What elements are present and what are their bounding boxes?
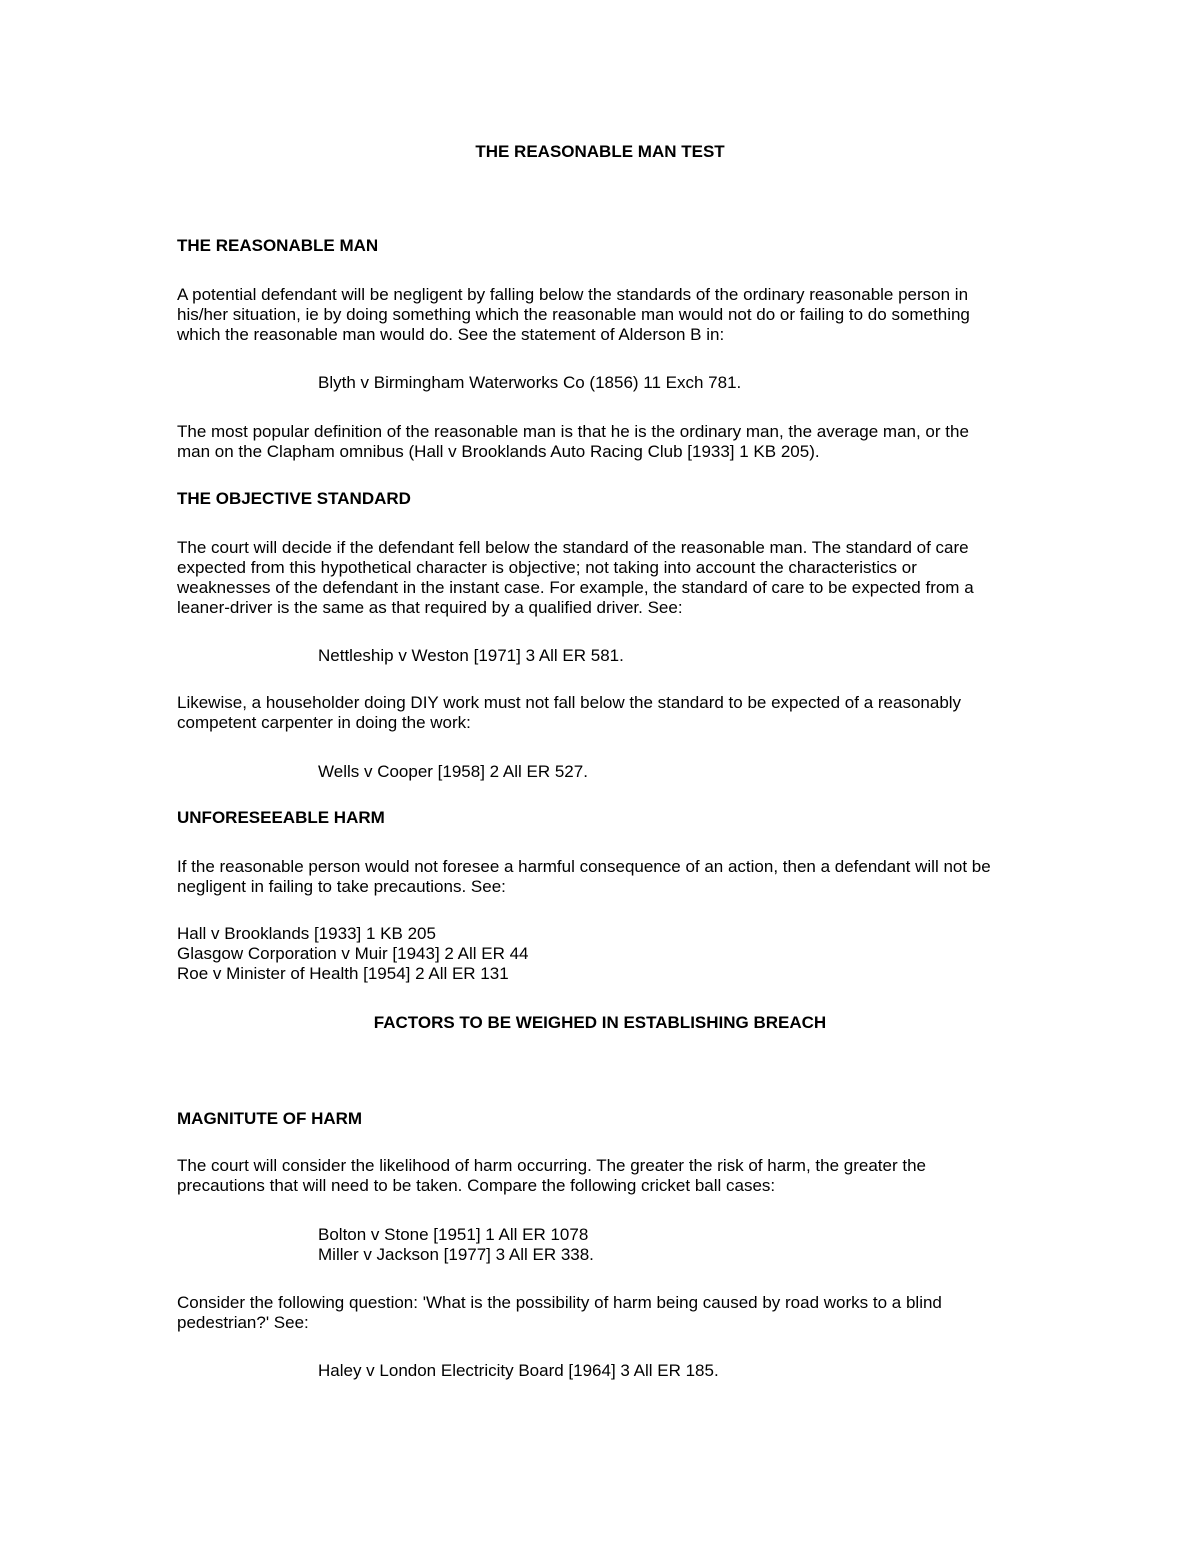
paragraph-likelihood-of-harm [177, 1156, 1027, 1196]
paragraph-blind-pedestrian-question [177, 1293, 1027, 1333]
section-heading-factors: FACTORS TO BE WEIGHED IN ESTABLISHING BREACH [373, 1013, 827, 1032]
paragraph-line: A potential defendant will be negligent by falling below the standards of the ordinary reasonable person in [177, 285, 969, 304]
case-list-unforeseeable-harm [177, 924, 1027, 984]
case-citation-haley: Haley v London Electricity Board [1964] 3 All ER 185. [318, 1361, 719, 1380]
paragraph-line: The most popular definition of the reasonable man is that he is the ordinary man, the average man, or the [177, 422, 969, 441]
paragraph-line: leaner-driver is the same as that required by a qualified driver. See: [177, 598, 683, 617]
case-citation: Hall v Brooklands [1933] 1 KB 205 [177, 924, 436, 943]
case-list-cricket-ball [318, 1225, 1018, 1265]
paragraph-line: Consider the following question: 'What is the possibility of harm being caused by road works to a blind [177, 1293, 942, 1312]
paragraph-householder-diy [177, 693, 1027, 733]
section-heading-magnitude-of-harm: MAGNITUTE OF HARM [177, 1109, 363, 1128]
section-heading-objective-standard: THE OBJECTIVE STANDARD [177, 489, 411, 508]
paragraph-line: precautions that will need to be taken. Compare the following cricket ball cases: [177, 1176, 776, 1195]
paragraph-reasonable-man-definition [177, 285, 1027, 345]
paragraph-popular-definition [177, 422, 1027, 462]
paragraph-line: expected from this hypothetical character is objective; not taking into account the characteristics or [177, 558, 917, 577]
case-citation: Roe v Minister of Health [1954] 2 All ER 131 [177, 964, 509, 983]
paragraph-line: Likewise, a householder doing DIY work must not fall below the standard to be expected of a reasonably [177, 693, 962, 712]
section-heading-reasonable-man: THE REASONABLE MAN [177, 236, 379, 255]
section-heading-unforeseeable-harm: UNFORESEEABLE HARM [177, 808, 385, 827]
paragraph-line: If the reasonable person would not foresee a harmful consequence of an action, then a defendant will not be [177, 857, 991, 876]
case-citation-wells: Wells v Cooper [1958] 2 All ER 527. [318, 762, 588, 781]
case-citation: Glasgow Corporation v Muir [1943] 2 All ER 44 [177, 944, 529, 963]
paragraph-unforeseeable-harm [177, 857, 1027, 897]
document-title: THE REASONABLE MAN TEST [475, 142, 725, 161]
paragraph-line: weaknesses of the defendant in the instant case. For example, the standard of care to be expected from a [177, 578, 974, 597]
paragraph-line: The court will decide if the defendant fell below the standard of the reasonable man. The standard of care [177, 538, 969, 557]
case-citation-nettleship: Nettleship v Weston [1971] 3 All ER 581. [318, 646, 624, 665]
paragraph-line: competent carpenter in doing the work: [177, 713, 471, 732]
case-citation: Miller v Jackson [1977] 3 All ER 338. [318, 1245, 594, 1264]
paragraph-objective-standard [177, 538, 1027, 618]
paragraph-line: negligent in failing to take precautions. See: [177, 877, 506, 896]
paragraph-line: pedestrian?' See: [177, 1313, 309, 1332]
paragraph-line: which the reasonable man would do. See the statement of Alderson B in: [177, 325, 725, 344]
case-citation-blyth: Blyth v Birmingham Waterworks Co (1856) 11 Exch 781. [318, 373, 742, 392]
paragraph-line: man on the Clapham omnibus (Hall v Brooklands Auto Racing Club [1933] 1 KB 205). [177, 442, 820, 461]
paragraph-line: his/her situation, ie by doing something which the reasonable man would not do or failing to do something [177, 305, 970, 324]
paragraph-line: The court will consider the likelihood of harm occurring. The greater the risk of harm, the greater the [177, 1156, 926, 1175]
case-citation: Bolton v Stone [1951] 1 All ER 1078 [318, 1225, 589, 1244]
